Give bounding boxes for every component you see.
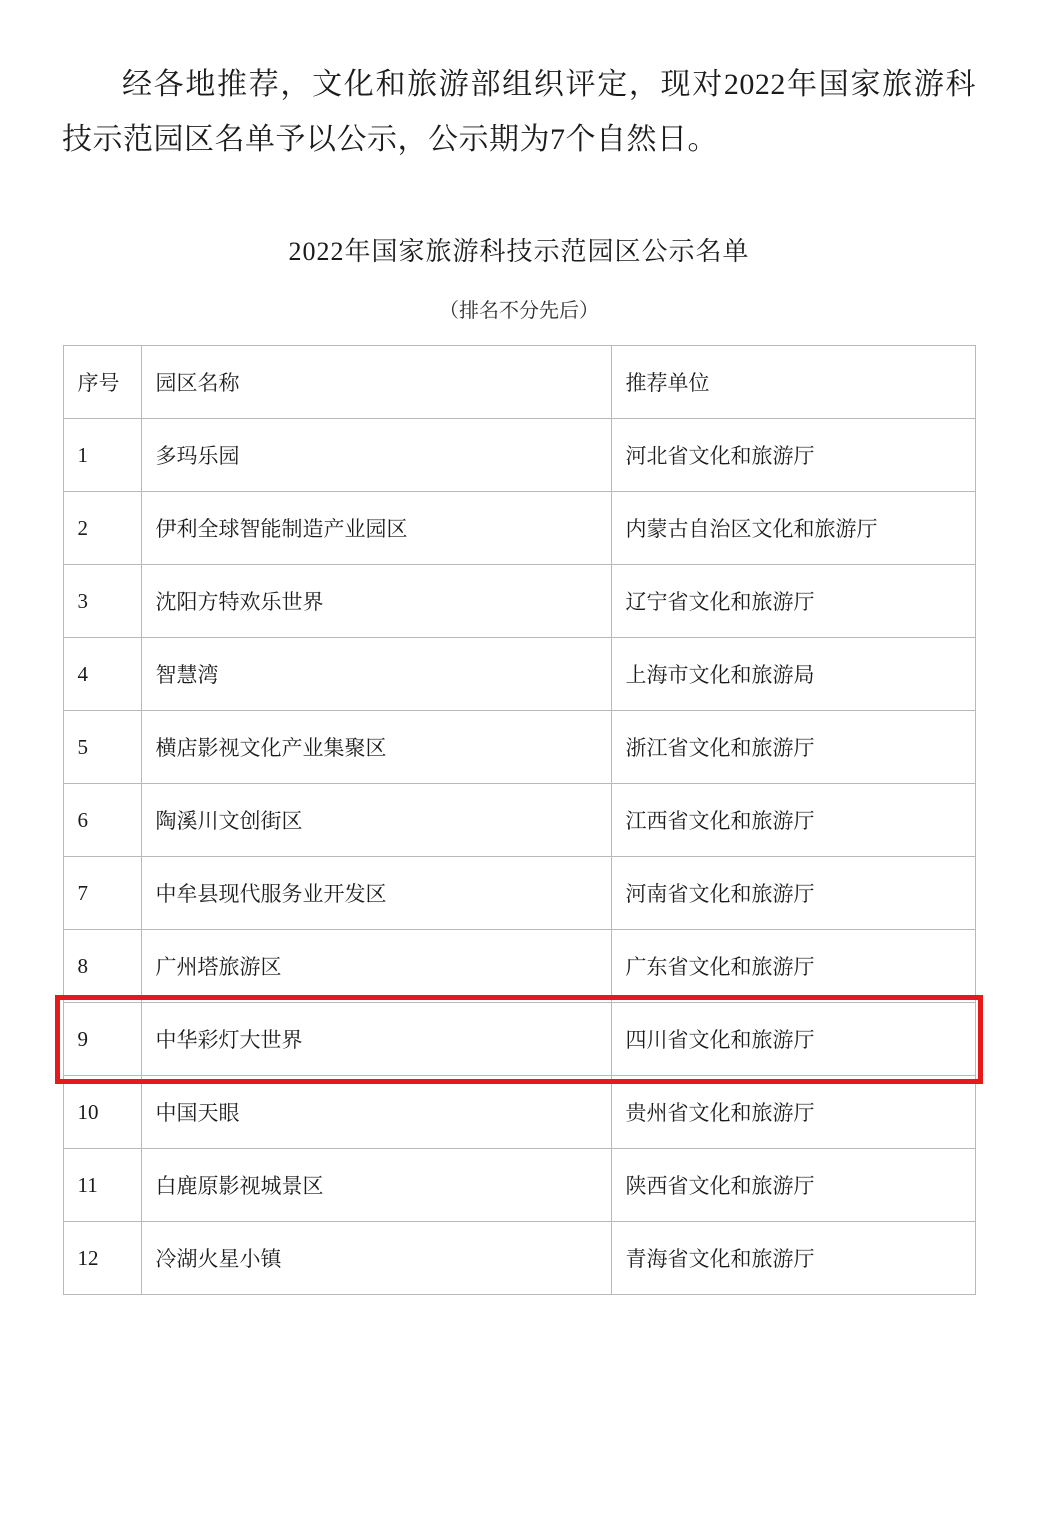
cell-org: 贵州省文化和旅游厅 [611,1076,975,1149]
cell-index: 5 [63,711,141,784]
table-row [63,784,975,857]
cell-index: 9 [63,1003,141,1076]
cell-index: 6 [63,784,141,857]
cell-org: 内蒙古自治区文化和旅游厅 [611,492,975,565]
table-row [63,565,975,638]
cell-org: 河南省文化和旅游厅 [611,857,975,930]
table-row [63,1222,975,1295]
header-name: 园区名称 [141,346,611,419]
cell-org: 江西省文化和旅游厅 [611,784,975,857]
cell-org: 陕西省文化和旅游厅 [611,1149,975,1222]
cell-name: 广州塔旅游区 [141,930,611,1003]
header-index: 序号 [63,346,141,419]
cell-org: 浙江省文化和旅游厅 [611,711,975,784]
table-row [63,1149,975,1222]
cell-org: 上海市文化和旅游局 [611,638,975,711]
cell-name: 白鹿原影视城景区 [141,1149,611,1222]
table-row-highlighted [63,1003,975,1076]
cell-org: 河北省文化和旅游厅 [611,419,975,492]
cell-index: 8 [63,930,141,1003]
cell-org: 辽宁省文化和旅游厅 [611,565,975,638]
cell-index: 1 [63,419,141,492]
table-row [63,930,975,1003]
cell-name: 横店影视文化产业集聚区 [141,711,611,784]
cell-index: 2 [63,492,141,565]
cell-name: 伊利全球智能制造产业园区 [141,492,611,565]
cell-index: 10 [63,1076,141,1149]
table-head [63,346,975,419]
table-header-row [63,346,975,419]
cell-org: 四川省文化和旅游厅 [611,1003,975,1076]
table-row [63,857,975,930]
park-listing-table [63,345,976,1295]
table-title: 2022年国家旅游科技示范园区公示名单 [288,237,750,267]
intro-paragraph: 经各地推荐，文化和旅游部组织评定，现对2022年国家旅游科技示范园区名单予以公示，公示期为7个自然日。 [62,68,976,156]
table-row [63,1076,975,1149]
cell-name: 中牟县现代服务业开发区 [141,857,611,930]
table-subtitle: （排名不分先后） [439,300,599,323]
cell-index: 12 [63,1222,141,1295]
table-row [63,638,975,711]
cell-index: 7 [63,857,141,930]
table-row [63,492,975,565]
cell-name: 沈阳方特欢乐世界 [141,565,611,638]
cell-org: 广东省文化和旅游厅 [611,930,975,1003]
cell-name: 智慧湾 [141,638,611,711]
cell-name: 多玛乐园 [141,419,611,492]
cell-index: 11 [63,1149,141,1222]
cell-name: 冷湖火星小镇 [141,1222,611,1295]
cell-name: 中华彩灯大世界 [141,1003,611,1076]
cell-org: 青海省文化和旅游厅 [611,1222,975,1295]
cell-name: 中国天眼 [141,1076,611,1149]
cell-index: 3 [63,565,141,638]
table-row [63,711,975,784]
header-org: 推荐单位 [611,346,975,419]
table-body [63,419,975,1295]
cell-name: 陶溪川文创街区 [141,784,611,857]
cell-index: 4 [63,638,141,711]
table-row [63,419,975,492]
table-wrapper [62,345,976,1295]
